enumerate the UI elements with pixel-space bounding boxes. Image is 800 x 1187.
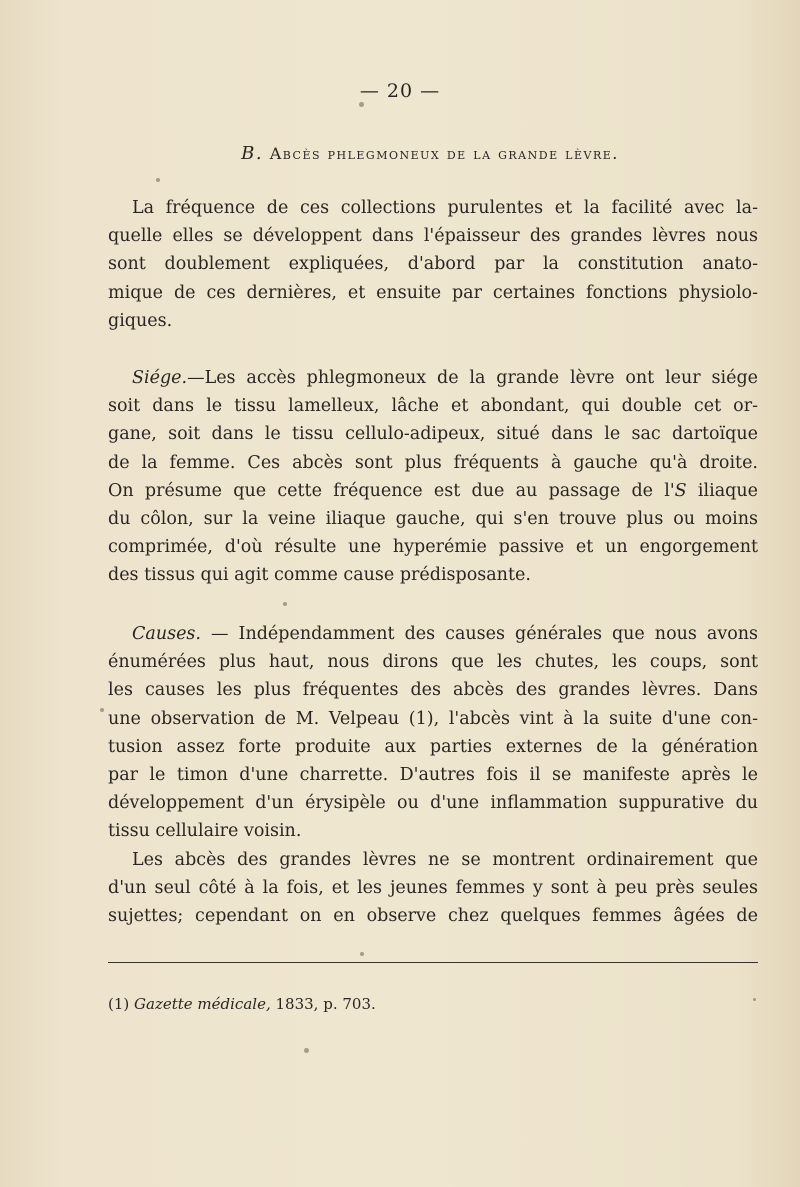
footnote — [108, 995, 376, 1013]
section-heading — [0, 143, 800, 164]
footnote-source: Gazette médicale, — [134, 995, 271, 1013]
page-number: — 20 — — [359, 80, 441, 102]
text-line: giques. — [108, 310, 173, 331]
paper-speck — [283, 602, 287, 606]
text-fragment: — Indépendamment des causes générales que nous avons — [200, 624, 758, 644]
text-line: comprimée, d'où résulte une hyperémie passive et un engorgement — [108, 537, 758, 558]
paragraph-siege — [108, 364, 758, 590]
s-letter: S — [674, 480, 687, 501]
text-fragment: iliaque — [686, 480, 758, 501]
paragraph-label: Causes. — [132, 624, 201, 644]
text-line: quelle elles se développent dans l'épaisseur des grandes lèvres nous — [108, 226, 758, 247]
footnote-divider — [108, 962, 758, 963]
paragraph-label: Siége. — [132, 368, 188, 388]
text-line — [108, 364, 758, 392]
text-line: gane, soit dans le tissu cellulo-adipeux, situé dans le sac dartoïque — [108, 424, 758, 445]
text-line: tusion assez forte produite aux parties externes de la génération — [108, 736, 758, 757]
text-line: les causes les plus fréquentes des abcès des grandes lèvres. Dans — [108, 680, 758, 701]
text-line: soit dans le tissu lamelleux, lâche et abondant, qui double cet or- — [108, 396, 758, 417]
section-title: Abcès phlegmoneux de la grande lèvre. — [269, 144, 619, 163]
text-line: La fréquence de ces collections purulentes et la facilité avec la- — [132, 198, 758, 218]
paper-speck — [359, 102, 364, 107]
text-line: Les abcès des grandes lèvres ne se montrent ordinairement que — [132, 849, 758, 870]
text-line: du côlon, sur la veine iliaque gauche, qui s'en trouve plus ou moins — [108, 509, 758, 530]
footnote-marker: (1) — [108, 995, 130, 1013]
text-line: une observation de M. Velpeau (1), l'abcès vint à la suite d'une con- — [108, 708, 758, 729]
paper-speck — [156, 178, 160, 182]
paper-speck — [100, 708, 104, 712]
paragraph-frequency — [108, 194, 758, 335]
text-line: énumérées plus haut, nous dirons que les chutes, les coups, sont — [108, 652, 758, 673]
text-line: tissu cellulaire voisin. — [108, 821, 302, 842]
paper-speck — [753, 998, 756, 1001]
text-fragment: On présume que cette fréquence est due au passage de l' — [108, 480, 675, 501]
text-line: sont doublement expliquées, d'abord par la constitution anato- — [108, 254, 758, 275]
section-letter: B. — [241, 143, 264, 164]
paper-speck — [304, 1048, 309, 1053]
text-line: des tissus qui agit comme cause prédisposante. — [108, 565, 531, 586]
paragraph-causes — [108, 620, 758, 930]
text-line: sujettes; cependant on en observe chez quelques femmes âgées de — [108, 906, 758, 927]
text-line: par le timon d'une charrette. D'autres fois il se manifeste après le — [108, 765, 758, 786]
text-line: d'un seul côté à la fois, et les jeunes femmes y sont à peu près seules — [108, 877, 758, 898]
text-line: de la femme. Ces abcès sont plus fréquents à gauche qu'à droite. — [108, 452, 758, 473]
text-fragment: —Les accès phlegmoneux de la grande lèvre ont leur siége — [187, 368, 758, 388]
text-line: développement d'un érysipèle ou d'une inflammation suppurative du — [108, 793, 758, 814]
text-line — [108, 620, 758, 648]
text-line: mique de ces dernières, et ensuite par certaines fonctions physiolo- — [108, 282, 758, 303]
paper-speck — [360, 952, 364, 956]
footnote-detail: 1833, p. 703. — [270, 995, 376, 1013]
text-line — [108, 477, 758, 505]
